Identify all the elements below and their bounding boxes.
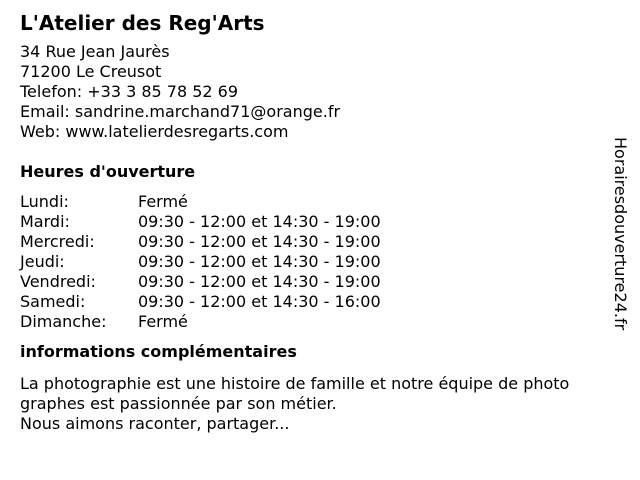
hours-table [20, 192, 616, 332]
website-address: Web: www.latelierdesregarts.com [20, 122, 289, 141]
day-label: Samedi: [20, 292, 86, 311]
day-hours: 09:30 - 12:00 et 14:30 - 19:00 [138, 212, 381, 231]
description-text [20, 374, 616, 434]
day-hours: Fermé [138, 192, 188, 211]
email-address: Email: sandrine.marchand71@orange.fr [20, 102, 341, 121]
hours-row-dimanche [20, 312, 616, 332]
info-heading: informations complémentaires [20, 342, 297, 361]
business-card [20, 10, 616, 434]
day-label: Jeudi: [20, 252, 65, 271]
hours-heading: Heures d'ouverture [20, 162, 196, 181]
hours-row-samedi [20, 292, 616, 312]
day-hours: Fermé [138, 312, 188, 331]
hours-row-vendredi [20, 272, 616, 292]
address-block [20, 42, 616, 142]
day-hours: 09:30 - 12:00 et 14:30 - 19:00 [138, 252, 381, 271]
day-label: Vendredi: [20, 272, 96, 291]
day-hours: 09:30 - 12:00 et 14:30 - 16:00 [138, 292, 381, 311]
phone-number: Telefon: +33 3 85 78 52 69 [20, 82, 239, 101]
description-line: graphes est passionnée par son métier. [20, 394, 337, 413]
day-label: Lundi: [20, 192, 69, 211]
site-watermark: Horairesdouverture24.fr [611, 137, 630, 331]
street-address: 34 Rue Jean Jaurès [20, 42, 170, 61]
hours-row-lundi [20, 192, 616, 212]
hours-row-mardi [20, 212, 616, 232]
description-line: Nous aimons raconter, partager... [20, 414, 290, 433]
hours-row-jeudi [20, 252, 616, 272]
day-label: Mercredi: [20, 232, 95, 251]
day-label: Mardi: [20, 212, 70, 231]
business-name: L'Atelier des Reg'Arts [20, 11, 265, 35]
day-hours: 09:30 - 12:00 et 14:30 - 19:00 [138, 272, 381, 291]
description-line: La photographie est une histoire de famille et notre équipe de photo [20, 374, 570, 393]
hours-row-mercredi [20, 232, 616, 252]
day-label: Dimanche: [20, 312, 107, 331]
day-hours: 09:30 - 12:00 et 14:30 - 19:00 [138, 232, 381, 251]
city-postcode: 71200 Le Creusot [20, 62, 162, 81]
